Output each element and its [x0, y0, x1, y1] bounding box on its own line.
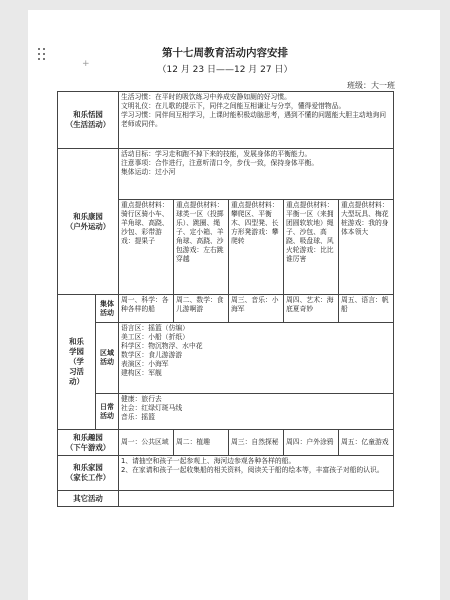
outdoor-zone-4: 重点提供材料：平衡一区（来拥团圆软软地）绳子、沙包、高跷、吸盘球、风火轮游戏：比比谁厉害 [284, 200, 339, 295]
life-content: 生活习惯：在平时的吸饮练习中养成安静如厕的好习惯。 文明礼仪：在儿歌的提示下，同伴之间能互相谦让与分享，懂得爱惜物品。 学习习惯：同伴间互相学习，上课时能积极动脑思考，遇到不懂的问题能大胆主动地询问老师或同伴。 [119, 92, 394, 149]
group-day-4: 周四、艺术：海底夏奇妙 [284, 295, 339, 323]
family-label: 和乐家园 （家长工作） [58, 456, 119, 491]
life-label: 和乐恬园 （生活活动） [58, 92, 119, 149]
group-day-5: 周五、语言：帆船 [339, 295, 394, 323]
outdoor-zone-2: 重点提供材料：球类一区（投掷乐）、跳圈、绳子、定小箱、羊角球、高跷、沙包游戏：左右跳穿越 [174, 200, 229, 295]
group-day-1: 周一、科学：各种各样的船 [119, 295, 174, 323]
play-day-2: 周二：植趣 [174, 430, 229, 456]
group-day-2: 周二、数学：食儿游啊游 [174, 295, 229, 323]
other-row [58, 491, 394, 507]
play-day-3: 周三：自然探秘 [229, 430, 284, 456]
outdoor-zone-5: 重点提供材料：大型玩具、梅花桩游戏：我的身体本领大 [339, 200, 394, 295]
schedule-table [57, 91, 394, 507]
page-title: 第十七周教育活动内容安排 [162, 47, 288, 59]
life-row [58, 92, 394, 149]
play-row [58, 430, 394, 456]
group-activity-row [58, 295, 394, 323]
family-content: 1、请抽空和孩子一起参观上、海河边参观各种各样的船。 2、在家请和孩子一起收集船的相关资料，阅读关于船的绘本等，丰富孩子对船的认识。 [119, 456, 394, 491]
table-corner-icon: + [82, 59, 90, 69]
group-activity-label: 集体 活动 [96, 295, 119, 323]
play-day-5: 周五：亿童游戏 [339, 430, 394, 456]
area-activity-content: 语言区：摇篮（仿编） 美工区：小船（折纸） 科学区：物沉物浮、水中花 数学区：食儿游游游 表演区：小海军 建构区：军舰 [119, 323, 394, 394]
group-day-3: 周三、音乐：小海军 [229, 295, 284, 323]
family-row [58, 456, 394, 491]
study-label: 和乐 学园 （学 习活 动） [58, 295, 96, 430]
outdoor-goals: 活动目标：学习走和跑不掉下来的技能，发展身体的平衡能力。 注意事项：合作进行，注意听清口令，步伐一致，保持身体平衡。 集体运动：过小河 [119, 149, 394, 200]
play-day-1: 周一：公共区域 [119, 430, 174, 456]
daily-activity-row [58, 394, 394, 430]
class-label: 班级：大一班 [347, 81, 395, 90]
play-day-4: 周四：户外涂鸦 [284, 430, 339, 456]
play-label: 和乐趣园 （下午游戏） [58, 430, 119, 456]
outdoor-zone-1: 重点提供材料：骑行区骑小车、羊角球、高跷、沙包、彩带游戏：提果子 [119, 200, 174, 295]
date-range: （12 月 23 日——12 月 27 日） [157, 65, 293, 75]
other-content [119, 491, 394, 507]
other-label: 其它活动 [58, 491, 119, 507]
area-activity-row [58, 323, 394, 394]
area-activity-label: 区域 活动 [96, 323, 119, 394]
daily-activity-label: 日常 活动 [96, 394, 119, 430]
outdoor-label: 和乐康园 （户外运动） [58, 149, 119, 295]
outdoor-goals-row [58, 149, 394, 200]
daily-activity-content: 健康：旅行去 社会：红绿灯斑马线 音乐：摇篮 [119, 394, 394, 430]
outdoor-zone-3: 重点提供材料：攀爬区、平衡木、四型凳、长方形凳游戏：攀爬转 [229, 200, 284, 295]
